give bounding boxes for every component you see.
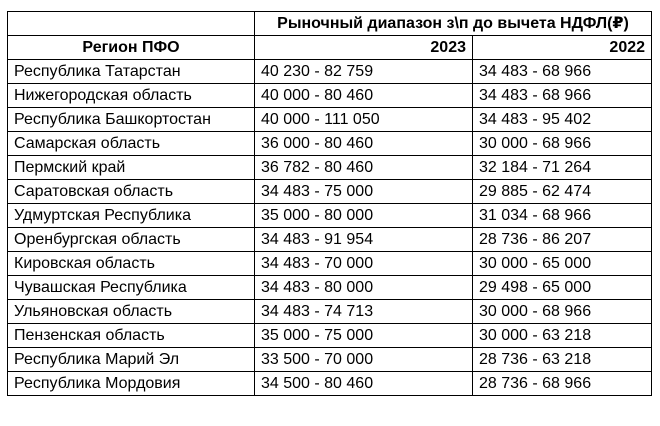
range-2022-cell: 32 184 - 71 264: [473, 156, 652, 180]
region-column-header: Регион ПФО: [8, 36, 255, 60]
range-2023-cell: 40 000 - 111 050: [255, 108, 473, 132]
range-2022-cell: 29 885 - 62 474: [473, 180, 652, 204]
region-name-cell: Оренбургская область: [8, 228, 255, 252]
table-row: [8, 84, 652, 108]
region-name-cell: Ульяновская область: [8, 300, 255, 324]
year-2022-column-header: 2022: [473, 36, 652, 60]
table-row: [8, 204, 652, 228]
range-2022-cell: 31 034 - 68 966: [473, 204, 652, 228]
table-row: [8, 108, 652, 132]
range-2022-cell: 28 736 - 86 207: [473, 228, 652, 252]
table-row: [8, 60, 652, 84]
salary-range-table: [7, 11, 652, 396]
table-row: [8, 324, 652, 348]
range-2023-cell: 34 483 - 70 000: [255, 252, 473, 276]
range-2022-cell: 34 483 - 95 402: [473, 108, 652, 132]
header-row-title: [8, 12, 652, 36]
range-2022-cell: 30 000 - 68 966: [473, 132, 652, 156]
region-name-cell: Удмуртская Республика: [8, 204, 255, 228]
year-2023-column-header: 2023: [255, 36, 473, 60]
table-row: [8, 132, 652, 156]
region-name-cell: Саратовская область: [8, 180, 255, 204]
header-row-columns: [8, 36, 652, 60]
header-empty-cell: [8, 12, 255, 36]
table-row: [8, 228, 652, 252]
range-2022-cell: 30 000 - 68 966: [473, 300, 652, 324]
range-2023-cell: 36 782 - 80 460: [255, 156, 473, 180]
region-name-cell: Самарская область: [8, 132, 255, 156]
range-2022-cell: 28 736 - 68 966: [473, 372, 652, 396]
region-name-cell: Пермский край: [8, 156, 255, 180]
table-row: [8, 372, 652, 396]
region-name-cell: Пензенская область: [8, 324, 255, 348]
range-2023-cell: 33 500 - 70 000: [255, 348, 473, 372]
region-name-cell: Республика Татарстан: [8, 60, 255, 84]
table-title: Рыночный диапазон з\п до вычета НДФЛ(₽): [255, 12, 652, 36]
region-name-cell: Республика Башкортостан: [8, 108, 255, 132]
range-2023-cell: 35 000 - 75 000: [255, 324, 473, 348]
range-2023-cell: 34 483 - 74 713: [255, 300, 473, 324]
range-2023-cell: 34 483 - 91 954: [255, 228, 473, 252]
table-row: [8, 348, 652, 372]
table-row: [8, 156, 652, 180]
table-row: [8, 276, 652, 300]
range-2023-cell: 34 483 - 80 000: [255, 276, 473, 300]
region-name-cell: Нижегородская область: [8, 84, 255, 108]
table-row: [8, 300, 652, 324]
range-2022-cell: 28 736 - 63 218: [473, 348, 652, 372]
range-2023-cell: 34 500 - 80 460: [255, 372, 473, 396]
region-name-cell: Чувашская Республика: [8, 276, 255, 300]
range-2022-cell: 29 498 - 65 000: [473, 276, 652, 300]
range-2022-cell: 34 483 - 68 966: [473, 60, 652, 84]
region-name-cell: Республика Марий Эл: [8, 348, 255, 372]
table-row: [8, 180, 652, 204]
range-2022-cell: 34 483 - 68 966: [473, 84, 652, 108]
range-2023-cell: 40 000 - 80 460: [255, 84, 473, 108]
region-name-cell: Кировская область: [8, 252, 255, 276]
range-2022-cell: 30 000 - 65 000: [473, 252, 652, 276]
region-name-cell: Республика Мордовия: [8, 372, 255, 396]
table-body: [8, 60, 652, 396]
range-2023-cell: 40 230 - 82 759: [255, 60, 473, 84]
range-2022-cell: 30 000 - 63 218: [473, 324, 652, 348]
range-2023-cell: 34 483 - 75 000: [255, 180, 473, 204]
table-row: [8, 252, 652, 276]
range-2023-cell: 35 000 - 80 000: [255, 204, 473, 228]
range-2023-cell: 36 000 - 80 460: [255, 132, 473, 156]
